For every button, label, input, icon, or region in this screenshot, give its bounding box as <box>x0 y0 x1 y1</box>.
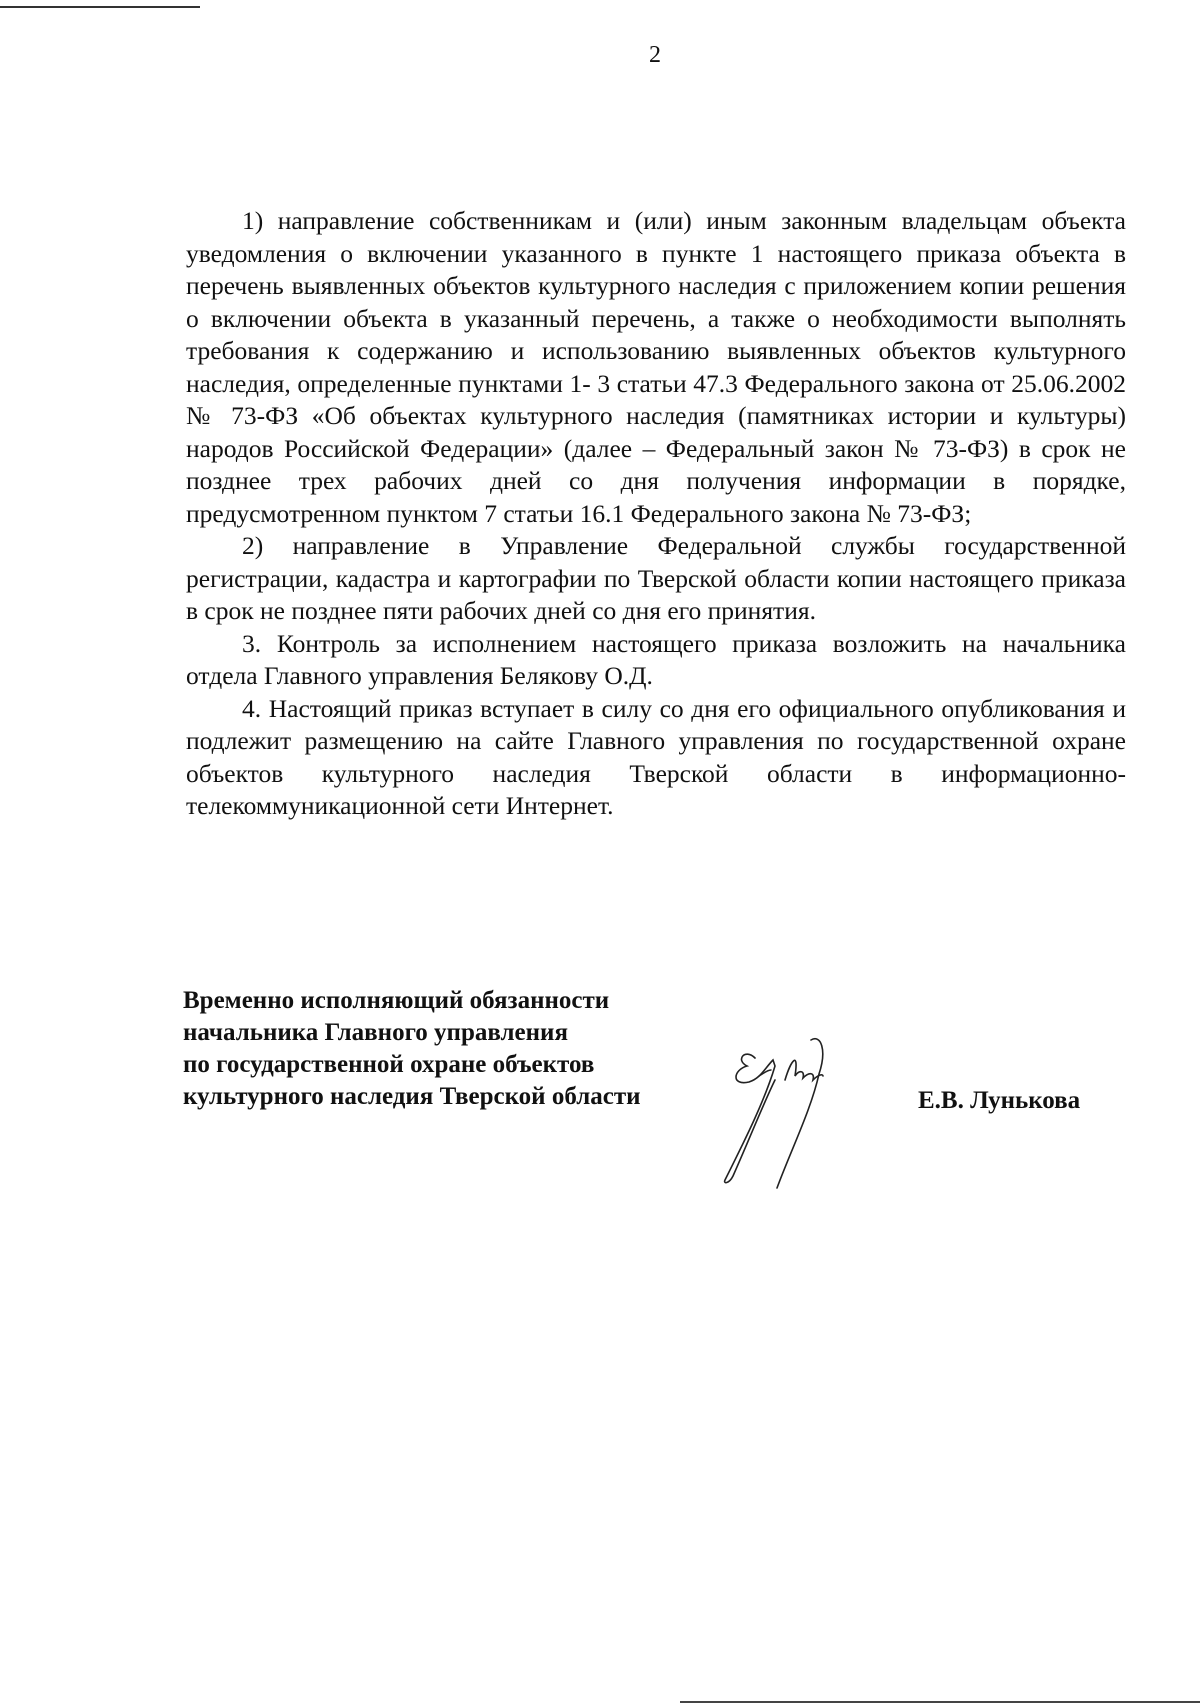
signatory-title-line: культурного наследия Тверской области <box>183 1083 641 1110</box>
signatory-title-line: по государственной охране объектов <box>183 1051 595 1078</box>
paragraph-item-2: 2) направление в Управление Федеральной службы государственной регистрации, кадастра и картографии по Тверской области копии настоящего приказа в срок не позднее пяти рабочих дней со дня его принятия. <box>186 531 1126 625</box>
signer-name: Е.В. Лунькова <box>918 1087 1081 1114</box>
scan-edge-line-top <box>0 6 200 8</box>
page-number: 2 <box>649 42 661 68</box>
document-body <box>186 205 1126 823</box>
handwritten-signature-icon <box>715 1030 895 1190</box>
signatory-title-block <box>183 985 641 1113</box>
paragraph-item-3: 3. Контроль за исполнением настоящего приказа возложить на начальника отдела Главного управления Белякову О.Д. <box>186 628 1126 690</box>
signatory-title-line: Временно исполняющий обязанности <box>183 987 610 1014</box>
scan-edge-line-bottom <box>680 1701 1200 1703</box>
paragraph-item-4: 4. Настоящий приказ вступает в силу со дня его официального опубликования и подлежит размещению на сайте Главного управления по государственной охране объектов культурного наследия Тверской области в информационно-телекоммуникационной сети Интернет. <box>186 693 1126 820</box>
signatory-title-line: начальника Главного управления <box>183 1019 568 1046</box>
paragraph-item-1: 1) направление собственникам и (или) иным законным владельцам объекта уведомления о включении указанного в пункте 1 настоящего приказа объекта в перечень выявленных объектов культурного наследия с приложением копии решения о включении объекта в указанный перечень, а также о необходимости выполнять требования к содержанию и использованию выявленных объектов культурного наследия, определенные пунктами 1- 3 статьи 47.3 Федерального закона от 25.06.2002 № 73-ФЗ «Об объектах культурного наследия (памятниках истории и культуры) народов Российской Федерации» (далее – Федеральный закон № 73-ФЗ) в срок не позднее трех рабочих дней со дня получения информации в порядке, предусмотренном пунктом 7 статьи 16.1 Федерального закона № 73-ФЗ; <box>186 206 1126 528</box>
